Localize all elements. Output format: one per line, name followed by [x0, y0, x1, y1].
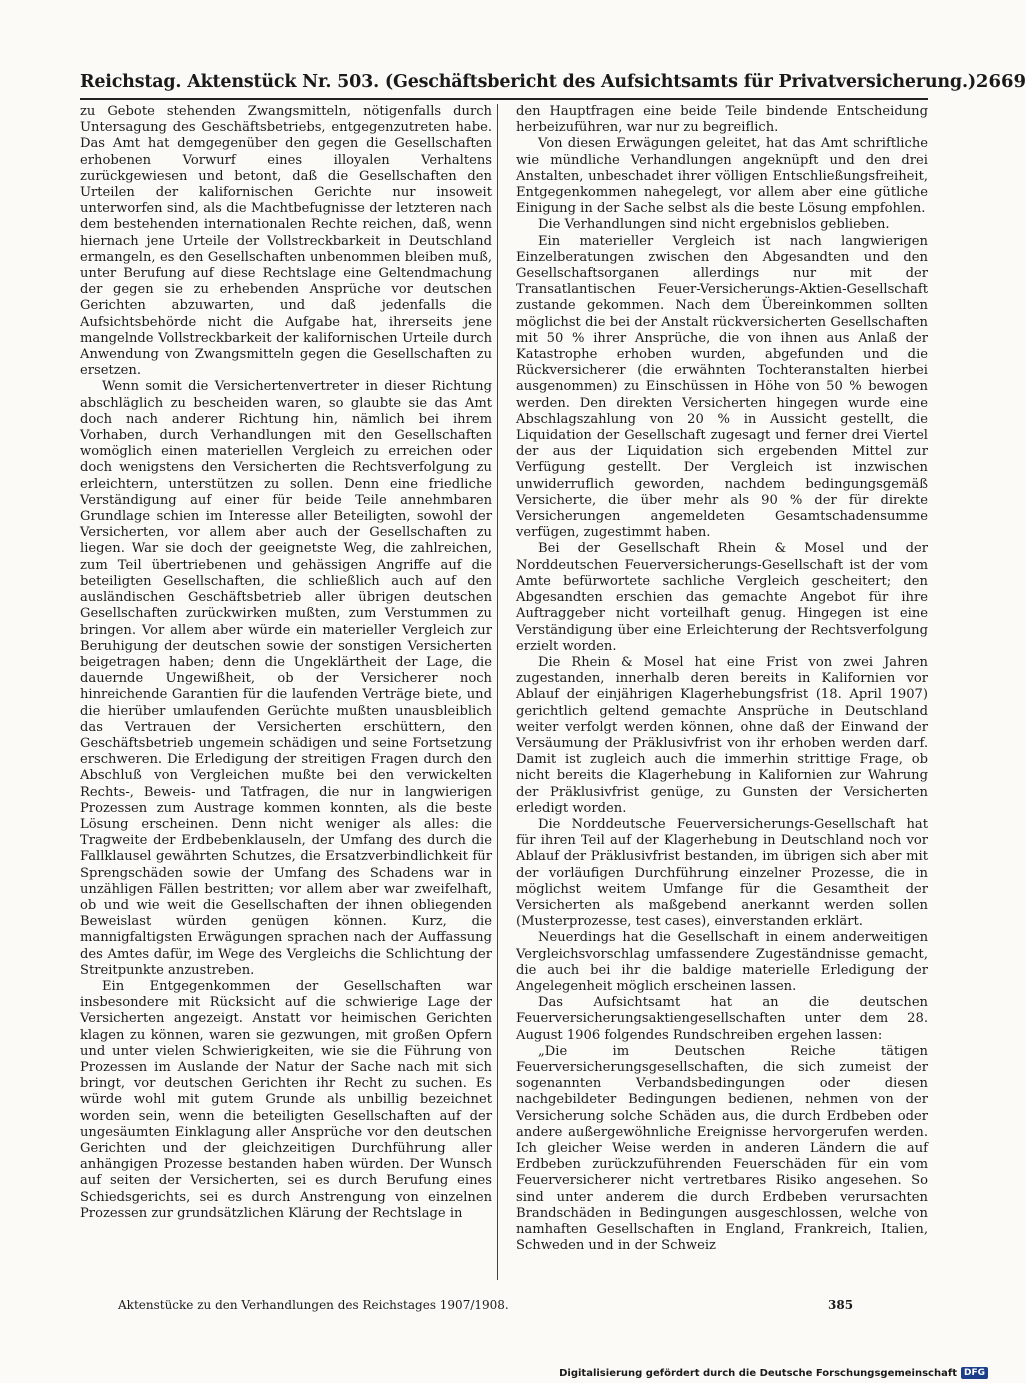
paragraph: Die Verhandlungen sind nicht ergebnislos geblieben. [538, 217, 890, 233]
text-columns [80, 104, 928, 1280]
paragraph: Neuerdings hat die Gesellschaft in einem anderweitigen Vergleichsvorschlag umfassendere Zugeständnisse gemacht, die auch bei ihr die baldige materielle Erledigung der Angelegenheit möglich erscheinen lassen. [516, 930, 928, 994]
running-header [80, 62, 1026, 100]
footer-sheet-number: 385 [828, 1298, 854, 1312]
paragraph: Die Norddeutsche Feuerversicherungs-Gesellschaft hat für ihren Teil auf der Klagerhebung in Deutschland noch vor Ablauf der Präklusivfrist bestanden, im übrigen sich aber mit der vorläufigen Durchführung einzelner Prozesse, die in möglichst weitem Umfange für die Gesamtheit der Versicherten als maßgebend anerkannt werden sollen (Musterprozesse, test cases), einverstanden erklärt. [516, 816, 928, 930]
paragraph: den Hauptfragen eine beide Teile bindende Entscheidung herbeizuführen, war nur zu begreiflich. [516, 104, 928, 136]
left-column [80, 104, 492, 1280]
header-title: Reichstag. Aktenstück Nr. 503. (Geschäftsbericht des Aufsichtsamts für Privatversicherung.) [80, 72, 976, 92]
right-column [516, 104, 928, 1280]
paragraph: Bei der Gesellschaft Rhein & Mosel und der Norddeutschen Feuerversicherungs-Gesellschaft ist der vom Amte befürwortete sachliche Vergleich gescheitert; den Abgesandten erschien das gemachte Angebot für ihre Auftraggeber nicht vorteilhaft genug. Hingegen ist eine Verständigung über eine Erleichterung der Rechtsverfolgung erzielt worden. [516, 541, 928, 654]
credit-text: Digitalisierung gefördert durch die Deutsche Forschungsgemeinschaft [559, 1367, 957, 1379]
footer-source: Aktenstücke zu den Verhandlungen des Reichstages 1907/1908. [118, 1298, 509, 1312]
page-number: 2669 [975, 71, 1026, 92]
paragraph: zu Gebote stehenden Zwangsmitteln, nötigenfalls durch Untersagung des Geschäftsbetriebs, entgegenzutreten habe. Das Amt hat demgegenüber den gegen die Gesellschaften erhobenen Vorwurf eines illoyalen Verhaltens zurückgewiesen und betont, daß die Gesellschaften den Urteilen der kalifornischen Gerichte nur insoweit unterworfen sind, als die Machtbefugnisse der letzteren nach dem bestehenden internationalen Rechte reichen, daß, wenn hiernach jene Urteile der Vollstreckbarkeit in Deutschland ermangeln, es den Gesellschaften unbenommen bleiben muß, unter Berufung auf diese Rechtslage eine Geltendmachung der gegen sie zu erhebenden Ansprüche vor deutschen Gerichten abzuwarten, und daß jedenfalls die Aufsichtsbehörde nicht die Aufgabe hat, ihrerseits jene mangelnde Vollstreckbarkeit der kalifornischen Urteile durch Anwendung von Zwangsmitteln gegen die Gesellschaften zu ersetzen. [80, 104, 492, 379]
paragraph: Von diesen Erwägungen geleitet, hat das Amt schriftliche wie mündliche Verhandlungen angeknüpft und den drei Anstalten, unbeschadet ihrer völligen Entschließungsfreiheit, Entgegenkommen nahegelegt, vor allem aber eine gütliche Einigung in der Sache selbst als die beste Lösung empfohlen. [516, 136, 928, 217]
digitization-credit [559, 1367, 988, 1379]
paragraph: Ein materieller Vergleich ist nach langwierigen Einzelberatungen zwischen den Abgesandten und den Gesellschaftsorganen allerdings nur mit der Transatlantischen Feuer-Versicherungs-Aktien-Gesellschaft zustande gekommen. Nach dem Übereinkommen sollten möglichst die bei der Anstalt rückversicherten Gesellschaften mit 50 % ihrer Ansprüche, die von ihnen aus Anlaß der Katastrophe erhoben wurden, abgefunden und die Rückversicherer (die erwähnten Tochteranstalten hierbei ausgenommen) zu Einschüssen in Höhe von 50 % bewogen werden. Den direkten Versicherten hingegen wurde eine Abschlagszahlung von 20 % in Aussicht gestellt, die Liquidation der Gesellschaft zugesagt und ferner drei Viertel der aus der Liquidation sich ergebenden Mittel zur Verfügung gestellt. Der Vergleich ist inzwischen unwiderruflich geworden, nachdem bedingungsgemäß Versicherte, die über mehr als 90 % der für direkte Versicherungen angemeldeten Gesamtschadensumme verfügen, zugestimmt haben. [516, 233, 928, 541]
paragraph: Die Rhein & Mosel hat eine Frist von zwei Jahren zugestanden, innerhalb deren bereits in Kalifornien vor Ablauf der einjährigen Klagerhebungsfrist (18. April 1907) gerichtlich geltend gemachte Ansprüche in Deutschland weiter verfolgt werden können, ohne daß der Einwand der Versäumung der Präklusivfrist von ihr erhoben werden darf. Damit ist zugleich auch die immerhin strittige Frage, ob nicht bereits die Klagerhebung in Kalifornien zur Wahrung der Präklusivfrist genüge, zu Gunsten der Versicherten erledigt worden. [516, 654, 928, 816]
paragraph: Wenn somit die Versichertenvertreter in dieser Richtung abschläglich zu bescheiden waren, so glaubte sie das Amt doch nach anderer Richtung hin, nämlich bei ihrem Vorhaben, durch Verhandlungen mit den Gesellschaften womöglich einen materiellen Vergleich zu erreichen oder doch wenigstens den Versicherten die Rechtsverfolgung zu erleichtern, unterstützen zu sollen. Denn eine friedliche Verständigung auf einer für beide Teile annehmbaren Grundlage schien im Interesse aller Beteiligten, sowohl der Versicherten, vor allem aber auch der Gesellschaften zu liegen. War sie doch der geeignetste Weg, die zahlreichen, zum Teil übertriebenen und gehässigen Angriffe auf die beteiligten Gesellschaften, die schließlich auch auf den ausländischen Geschäftsbetrieb aller übrigen deutschen Gesellschaften zurückwirken mußten, zum Verstummen zu bringen. Vor allem aber würde ein materieller Vergleich zur Beruhigung der deutschen sowie der sonstigen Versicherten beigetragen haben; denn die Ungeklärtheit der Lage, die dauernde Ungewißheit, ob der Versicherer noch hinreichende Garantien für die laufenden Verträge biete, und die hierüber umlaufenden Gerüchte mußten unausbleiblich das Vertrauen der Versicherten erschüttern, den Geschäftsbetrieb ungemein schädigen und seine Fortsetzung erschweren. Die Erledigung der streitigen Fragen durch den Abschluß von Vergleichen mußte bei den verwickelten Rechts-, Beweis- und Tatfragen, die nur in langwierigen Prozessen zum Austrage kommen konnten, als die beste Lösung erscheinen. Denn nicht weniger als alles: die Tragweite der Erdbebenklauseln, der Umfang des durch die Fallklausel gewährten Schutzes, die Ersatzverbindlichkeit für Sprengschäden sowie der Umfang des Schadens war in unzähligen Fällen bestritten; vor allem aber war zweifelhaft, ob und wie weit die Gesellschaften der ihnen obliegenden Beweislast würden genügen können. Kurz, die mannigfaltigsten Erwägungen sprachen nach der Auffassung des Amtes dafür, im Wege des Vergleichs die Schlichtung der Streitpunkte anzustreben. [80, 379, 492, 978]
dfg-logo: DFG [961, 1367, 988, 1379]
paragraph: „Die im Deutschen Reiche tätigen Feuerversicherungsgesellschaften, die sich zumeist der sogenannten Verbandsbedingungen oder diesen nachgebildeter Bedingungen bedienen, nehmen von der Versicherung solche Schäden aus, die durch Erdbeben oder andere außergewöhnliche Ereignisse hervorgerufen werden. Ich gleicher Weise werden in anderen Ländern die auf Erdbeben zurückzuführenden Feuerschäden für ein vom Feuerversicherer nicht vertretbares Risiko angesehen. So sind unter anderem die durch Erdbeben verursachten Brandschäden in Bedingungen ausgeschlossen, welche von namhaften Gesellschaften in England, Frankreich, Italien, Schweden und in der Schweiz [516, 1043, 928, 1254]
paragraph: Das Aufsichtsamt hat an die deutschen Feuerversicherungsaktiengesellschaften unter dem 28. August 1906 folgendes Rundschreiben ergehen lassen: [516, 995, 928, 1043]
paragraph: Ein Entgegenkommen der Gesellschaften war insbesondere mit Rücksicht auf die schwierige Lage der Versicherten angezeigt. Anstatt vor heimischen Gerichten klagen zu können, waren sie gezwungen, mit großen Opfern und unter vielen Schwierigkeiten, wie sie die Führung von Prozessen im Auslande der Natur der Sache nach mit sich bringt, vor deutschen Gerichten ihr Recht zu suchen. Es würde wohl mit gutem Grunde als unbillig bezeichnet worden sein, wenn die beteiligten Gesellschaften auf der ungesäumten Einklagung aller Ansprüche vor den deutschen Gerichten und der gleichzeitigen Durchführung aller anhängigen Prozesse bestanden haben würden. Der Wunsch auf seiten der Versicherten, sei es durch Berufung eines Schiedsgerichts, sei es durch Anstrengung von einzelnen Prozessen zur grundsätzlichen Klärung der Rechtslage in [80, 978, 492, 1221]
